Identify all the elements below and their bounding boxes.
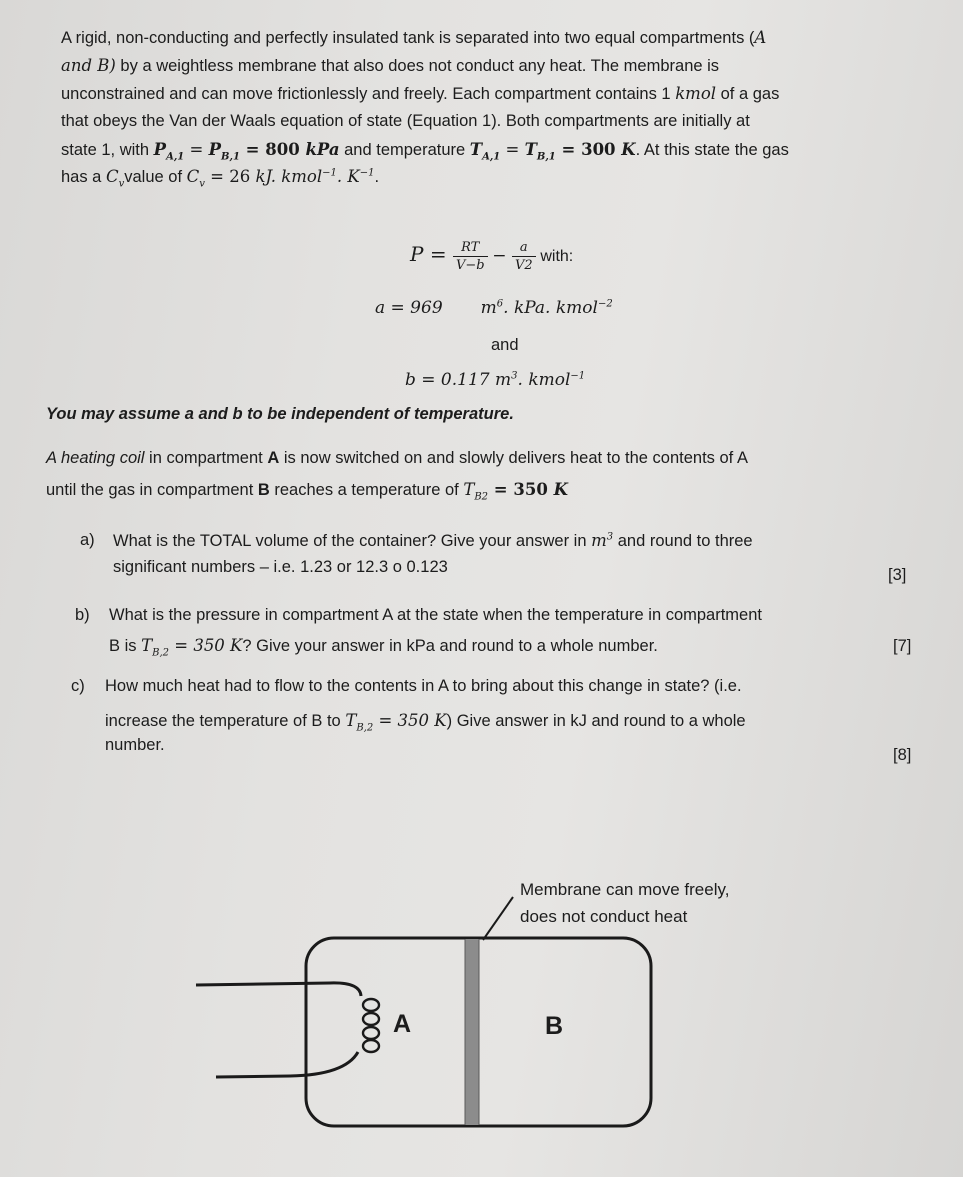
coil-wire-bottom xyxy=(216,1052,358,1077)
question-c-marks: [8] xyxy=(893,746,912,764)
intro-line-6: has a $C_vvalue$ of $C_v = 26$ kJ. kmol$^{-1}$. $K^{-1}$. xyxy=(61,167,380,190)
heating-line-2: until the gas in compartment B reaches a temperature of $T_{B2} = 350$ K xyxy=(46,480,568,503)
intro-line-3: unconstrained and can move frictionlessly and freely. Each compartment contains 1 kmol of a gas xyxy=(61,84,780,103)
intro-line-5: state 1, with $P_{A,1} = P_{B,1} = 800$ kPa and temperature $T_{A,1} = T_{B,1} = 300$ K. At this state the gas xyxy=(61,140,789,163)
question-c-line-3: number. xyxy=(105,736,165,754)
question-c-line-1: How much heat had to flow to the contents in A to bring about this change in state? (i.e. xyxy=(105,677,742,695)
van-der-waals-equation: P = $\frac{RT}{V-b}$ − $\frac{a}{V2}$ with: xyxy=(410,240,574,273)
heating-coil xyxy=(363,999,379,1052)
question-a-line-2: significant numbers – i.e. 1.23 or 12.3 o 0.123 xyxy=(113,558,448,576)
question-b-line-1: What is the pressure in compartment A at the state when the temperature in compartment xyxy=(109,606,762,624)
membrane xyxy=(465,939,479,1125)
membrane-note-line-1: Membrane can move freely, xyxy=(520,880,730,899)
membrane-note-line-2: does not conduct heat xyxy=(520,907,688,926)
fraction-a: $\frac{a}{V2}$ xyxy=(512,240,536,273)
question-c-label: c) xyxy=(71,677,85,695)
coil-wire-top xyxy=(196,983,361,996)
compartment-a-label: A xyxy=(393,1010,412,1038)
intro-line-1: A rigid, non-conducting and perfectly insulated tank is separated into two equal compartments (A xyxy=(61,28,767,47)
question-a-marks: [3] xyxy=(888,566,907,584)
question-c-line-2: increase the temperature of B to $T_{B,2} = 350$ K) Give answer in kJ and round to a whole xyxy=(105,711,746,734)
assumption-note: You may assume a and b to be independent of temperature. xyxy=(46,405,514,423)
question-b-line-2: B is $T_{B,2} = 350$ K? Give your answer in kPa and round to a whole number. xyxy=(109,636,658,659)
question-b-label: b) xyxy=(75,606,90,624)
compartment-b-label: B xyxy=(545,1012,564,1040)
constant-a: a = 969 $m^6$. kPa. kmol$^{-2}$ xyxy=(375,298,613,318)
constant-b: b = 0.117 $m^3$. kmol$^{-1}$ xyxy=(405,370,586,390)
intro-line-2: and B) by a weightless membrane that also does not conduct any heat. The membrane is xyxy=(61,56,720,75)
question-a-label: a) xyxy=(80,531,95,549)
membrane-pointer xyxy=(483,897,513,940)
heating-line-1: A heating coil in compartment A is now switched on and slowly delivers heat to the contents of A xyxy=(46,449,748,467)
intro-line-4: that obeys the Van der Waals equation of state (Equation 1). Both compartments are initially at xyxy=(61,112,750,130)
question-a-line-1: What is the TOTAL volume of the container? Give your answer in $m^3$ and round to three xyxy=(113,531,753,550)
and-text: and xyxy=(491,336,519,354)
fraction-rt: $\frac{RT}{V-b}$ xyxy=(453,240,488,273)
question-b-marks: [7] xyxy=(893,637,912,655)
